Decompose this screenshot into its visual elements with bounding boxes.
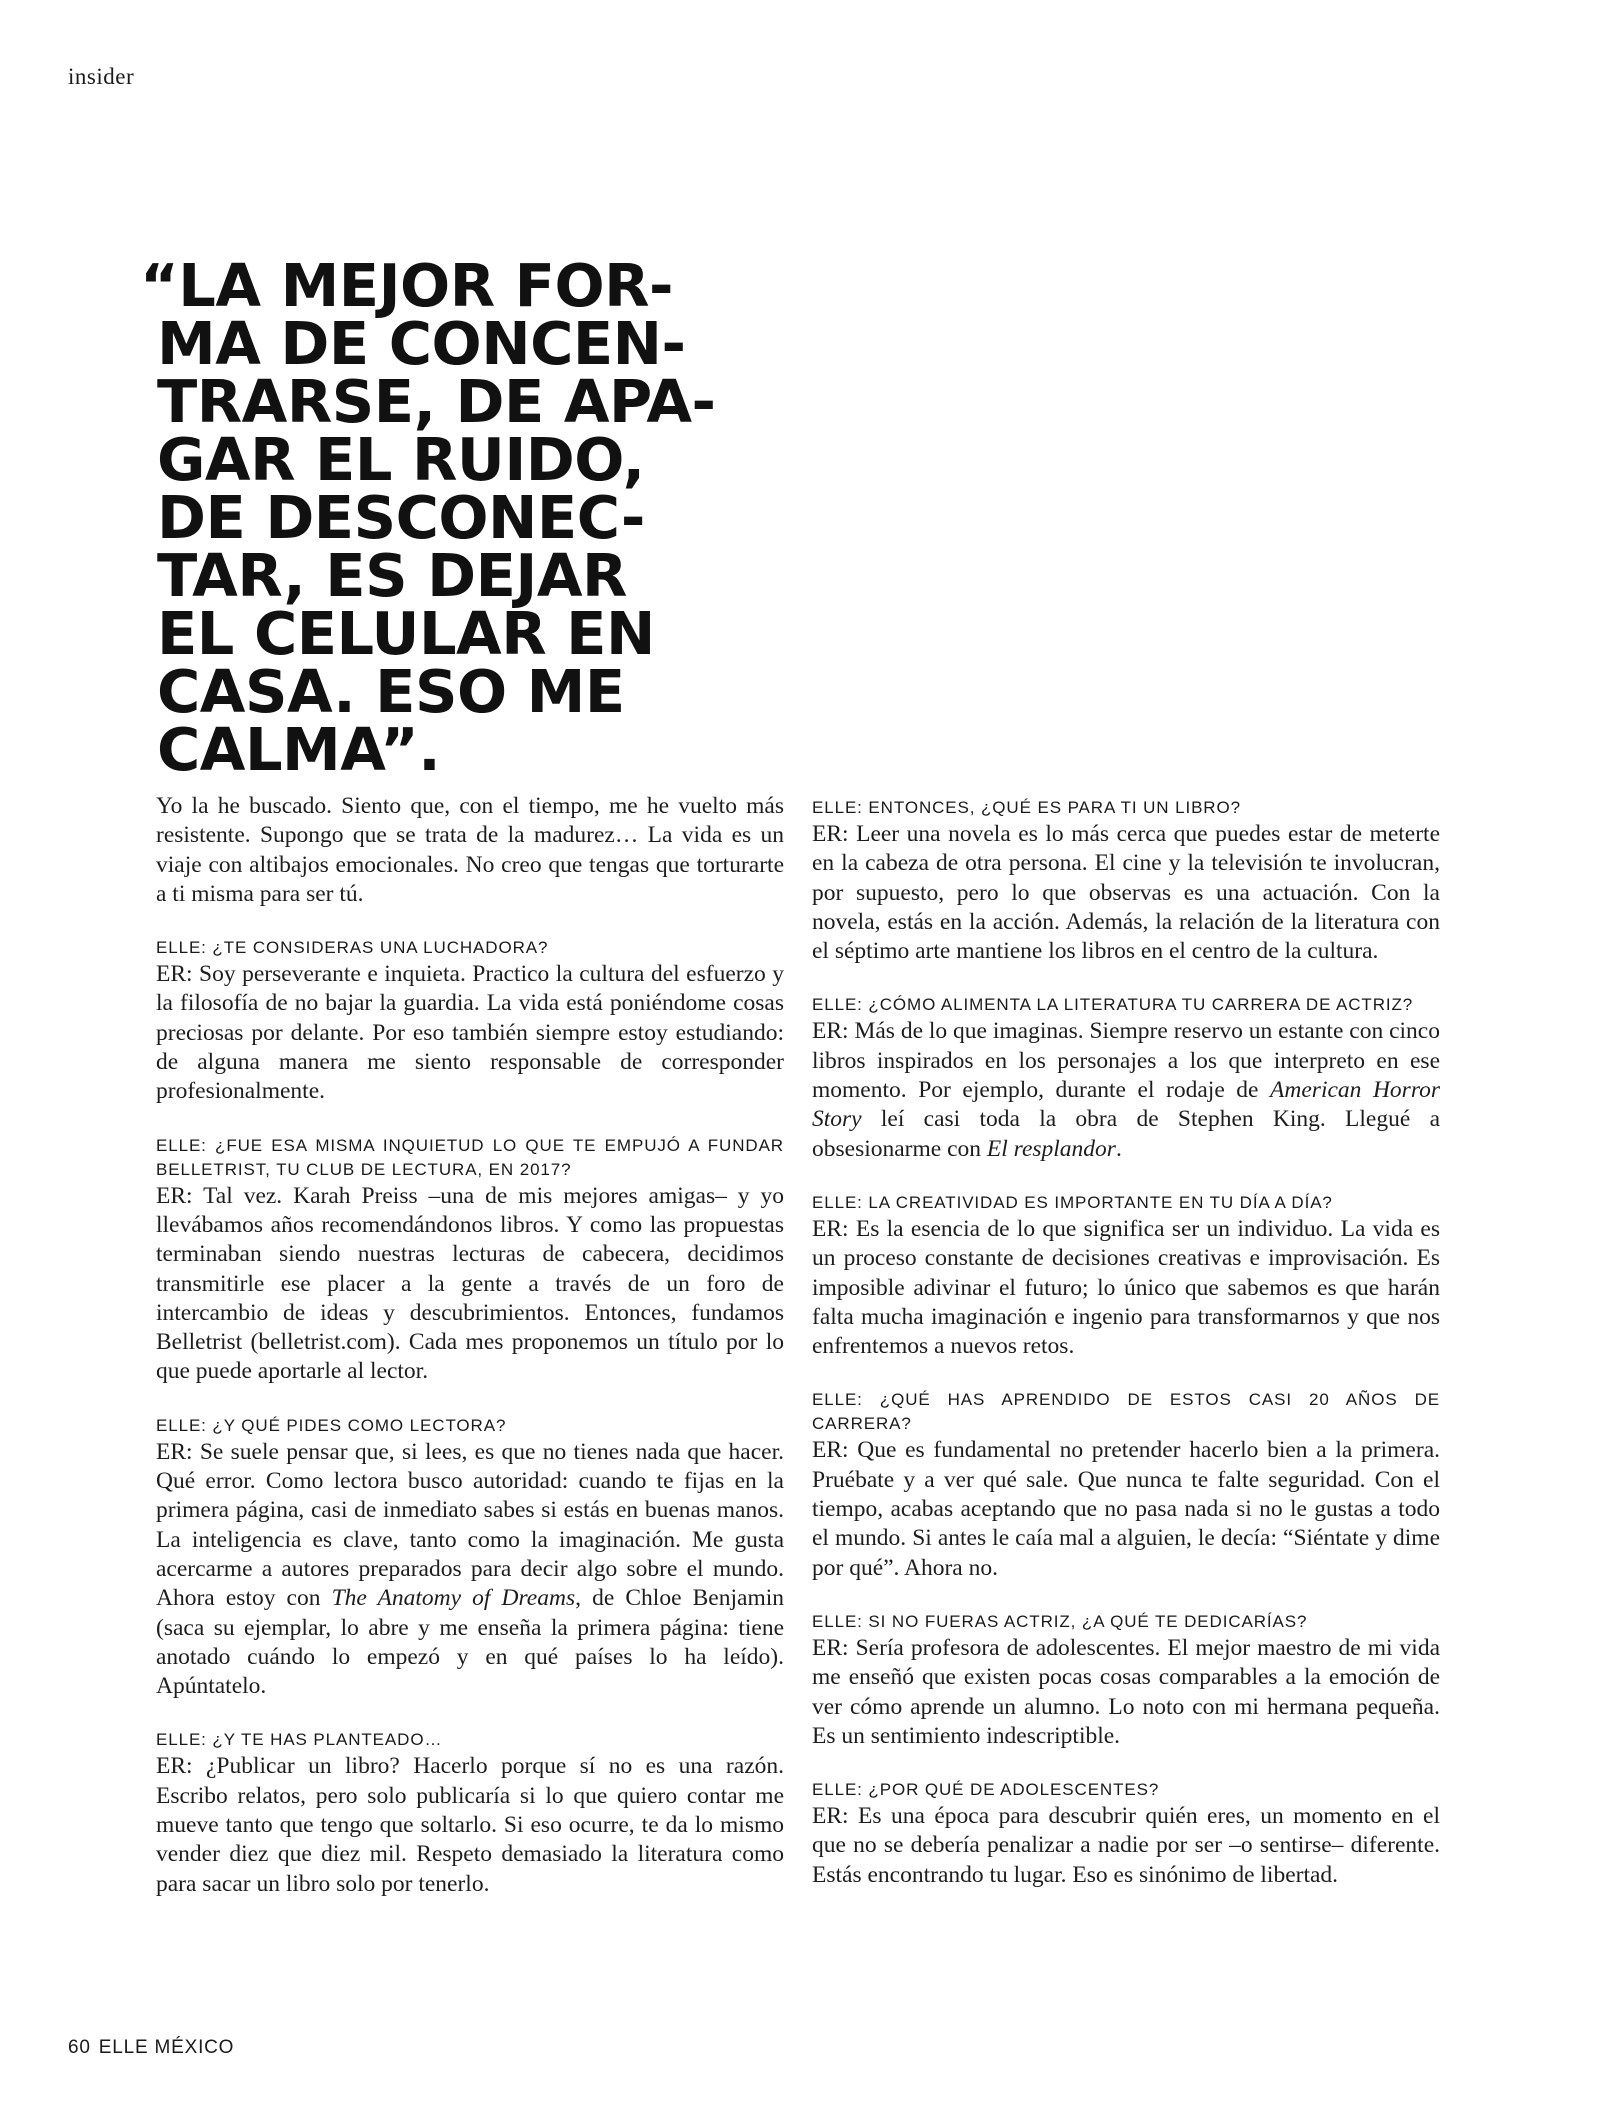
pull-quote-line: “LA MEJOR FOR- bbox=[140, 251, 674, 320]
qa-block bbox=[156, 1134, 784, 1387]
interview-answer: ER: Es la esencia de lo que significa ser un individuo. La vida es un proceso constante de decisiones creativas e improvisación. Es imposible adivinar el futuro; lo único que sabemos es que harán falta mucha imaginación e ingenio para transformarnos y que nos enfrentemos a nuevos retos. bbox=[812, 1215, 1440, 1360]
interview-question: ELLE: ¿FUE ESA MISMA INQUIETUD LO QUE TE EMPUJÓ A FUNDAR BELLETRIST, TU CLUB DE LECTURA, EN 2017? bbox=[156, 1135, 784, 1179]
interview-question: ELLE: ¿CÓMO ALIMENTA LA LITERATURA TU CARRERA DE ACTRIZ? bbox=[812, 995, 1414, 1015]
intro-paragraph: Yo la he buscado. Siento que, con el tiempo, me he vuelto más resistente. Supongo que se trata de la madurez… La vida es un viaje con altibajos emocionales. No creo que tengas que torturarte a ti misma para ser tú. bbox=[156, 793, 784, 907]
qa-block bbox=[812, 993, 1440, 1163]
interview-answer: ER: Tal vez. Karah Preiss –una de mis mejores amigas– y yo llevábamos años recomendándonos libros. Y como las propuestas terminaban siendo nuestras lecturas de cabecera, decidimos transmitirle ese placer a la gente a través de un foro de intercambio de ideas y descubrimientos. Entonces, fundamos Belletrist (belletrist.com). Cada mes proponemos un título por lo que puede aportarle al lector. bbox=[156, 1182, 784, 1385]
answer-text: leí casi toda la obra de Stephen King. Llegué a obsesionarme con bbox=[812, 1106, 1440, 1162]
pull-quote-line: TRARSE, DE APA- bbox=[157, 367, 716, 436]
qa-block bbox=[812, 1610, 1440, 1751]
interview-question: ELLE: ¿Y TE HAS PLANTEADO… bbox=[156, 1730, 443, 1750]
answer-text: , de Chloe Benjamin (saca su ejemplar, lo abre y me enseña la primera página: tiene anotado cuándo lo empezó y en qué países lo ha leído). Apúntatelo. bbox=[156, 1585, 784, 1700]
page-number: 60 bbox=[68, 2037, 91, 2058]
page-folio bbox=[68, 2037, 242, 2059]
interview-answer: ER: Sería profesora de adolescentes. El mejor maestro de mi vida me enseñó que existen pocas cosas comparables a la emoción de ver cómo aprende un alumno. Lo noto con mi hermana pequeña. Es un sentimiento indescriptible. bbox=[812, 1634, 1440, 1749]
interview-question: ELLE: SI NO FUERAS ACTRIZ, ¿A QUÉ TE DEDICARÍAS? bbox=[812, 1611, 1308, 1631]
pull-quote bbox=[140, 251, 716, 784]
pull-quote-line: GAR EL RUIDO, bbox=[157, 425, 645, 494]
interview-question: ELLE: ¿QUÉ HAS APRENDIDO DE ESTOS CASI 20 AÑOS DE CARRERA? bbox=[812, 1390, 1440, 1434]
interview-answer: ER: Soy perseverante e inquieta. Practico la cultura del esfuerzo y la filosofía de no bajar la guardia. La vida está poniéndome cosas preciosas por delante. Por eso también siempre estoy estudiando: de alguna manera me siento responsable de corresponder profesionalmente. bbox=[156, 961, 784, 1105]
interview-question: ELLE: ¿Y QUÉ PIDES COMO LECTORA? bbox=[156, 1415, 507, 1435]
pull-quote-line: DE DESCONEC- bbox=[157, 483, 645, 552]
pull-quote-line: CASA. ESO ME bbox=[157, 657, 625, 726]
qa-block bbox=[812, 1388, 1440, 1582]
qa-block bbox=[812, 1778, 1440, 1890]
qa-block bbox=[156, 936, 784, 1106]
interview-question: ELLE: ¿POR QUÉ DE ADOLESCENTES? bbox=[812, 1780, 1160, 1800]
intro-block bbox=[156, 792, 784, 909]
interview-answer bbox=[812, 1017, 1440, 1163]
right-column bbox=[812, 796, 1440, 1917]
answer-text: ER: Se suele pensar que, si lees, es que no tienes nada que hacer. Qué error. Como lectora busco autoridad: cuando te fijas en la primera página, casi de inmediato sabes si estás en buenas manos. La inteligencia es clave, tanto como la imaginación. Me gusta acercarme a autores preparados para decir algo sobre el mundo. Ahora estoy con bbox=[156, 1438, 784, 1612]
section-tag: insider bbox=[68, 64, 135, 89]
qa-block bbox=[156, 1414, 784, 1702]
publication-name: ELLE MÉXICO bbox=[98, 2037, 235, 2058]
qa-block bbox=[156, 1728, 784, 1898]
qa-block bbox=[812, 796, 1440, 966]
left-column bbox=[156, 792, 784, 1926]
interview-answer: ER: Leer una novela es lo más cerca que puedes estar de meterte en la cabeza de otra persona. El cine y la televisión te involucran, por supuesto, pero lo que observas es una actuación. Con la novela, estás en la acción. Además, la relación de la literatura con el séptimo arte mantiene los libros en el centro de la cultura. bbox=[812, 821, 1440, 965]
pull-quote-line: EL CELULAR EN bbox=[157, 599, 655, 668]
pull-quote-line: MA DE CONCEN- bbox=[157, 309, 686, 378]
answer-text: ER: Más de lo que imaginas. Siempre reservo un estante con cinco libros inspirados en los personajes a los que interpreto en ese momento. Por ejemplo, durante el rodaje de bbox=[812, 1018, 1440, 1104]
interview-question: ELLE: ¿TE CONSIDERAS UNA LUCHADORA? bbox=[156, 938, 549, 958]
show-title: American Horror Story bbox=[812, 1077, 1440, 1133]
interview-question: ELLE: ENTONCES, ¿QUÉ ES PARA TI UN LIBRO? bbox=[812, 798, 1241, 817]
interview-answer: ER: Es una época para descubrir quién eres, un momento en el que no se debería penalizar a nadie por ser –o sentirse– diferente. Estás encontrando tu lugar. Eso es sinónimo de libertad. bbox=[812, 1803, 1440, 1888]
pull-quote-line: TAR, ES DEJAR bbox=[157, 541, 627, 610]
pull-quote-line: CALMA”. bbox=[157, 715, 441, 784]
interview-answer: ER: ¿Publicar un libro? Hacerlo porque sí no es una razón. Escribo relatos, pero solo publicaría si lo que quiero contar me mueve tanto que tengo que soltarlo. Si eso ocurre, te da lo mismo vender diez que diez mil. Respeto demasiado la literatura como para sacar un libro solo por tenerlo. bbox=[156, 1753, 784, 1897]
answer-text: . bbox=[1115, 1135, 1122, 1162]
interview-answer: ER: Que es fundamental no pretender hacerlo bien a la primera. Pruébate y a ver qué sale. Que nunca te falte seguridad. Con el tiempo, acabas aceptando que no pasa nada si no le gustas a todo el mundo. Si antes le caía mal a alguien, le decía: “Siéntate y dime por qué”. Ahora no. bbox=[812, 1437, 1440, 1581]
qa-block bbox=[812, 1191, 1440, 1361]
book-title: El resplandor bbox=[986, 1135, 1116, 1162]
interview-question: ELLE: LA CREATIVIDAD ES IMPORTANTE EN TU DÍA A DÍA? bbox=[812, 1192, 1333, 1212]
book-title: The Anatomy of Dreams bbox=[331, 1585, 576, 1612]
interview-answer bbox=[156, 1438, 784, 1702]
